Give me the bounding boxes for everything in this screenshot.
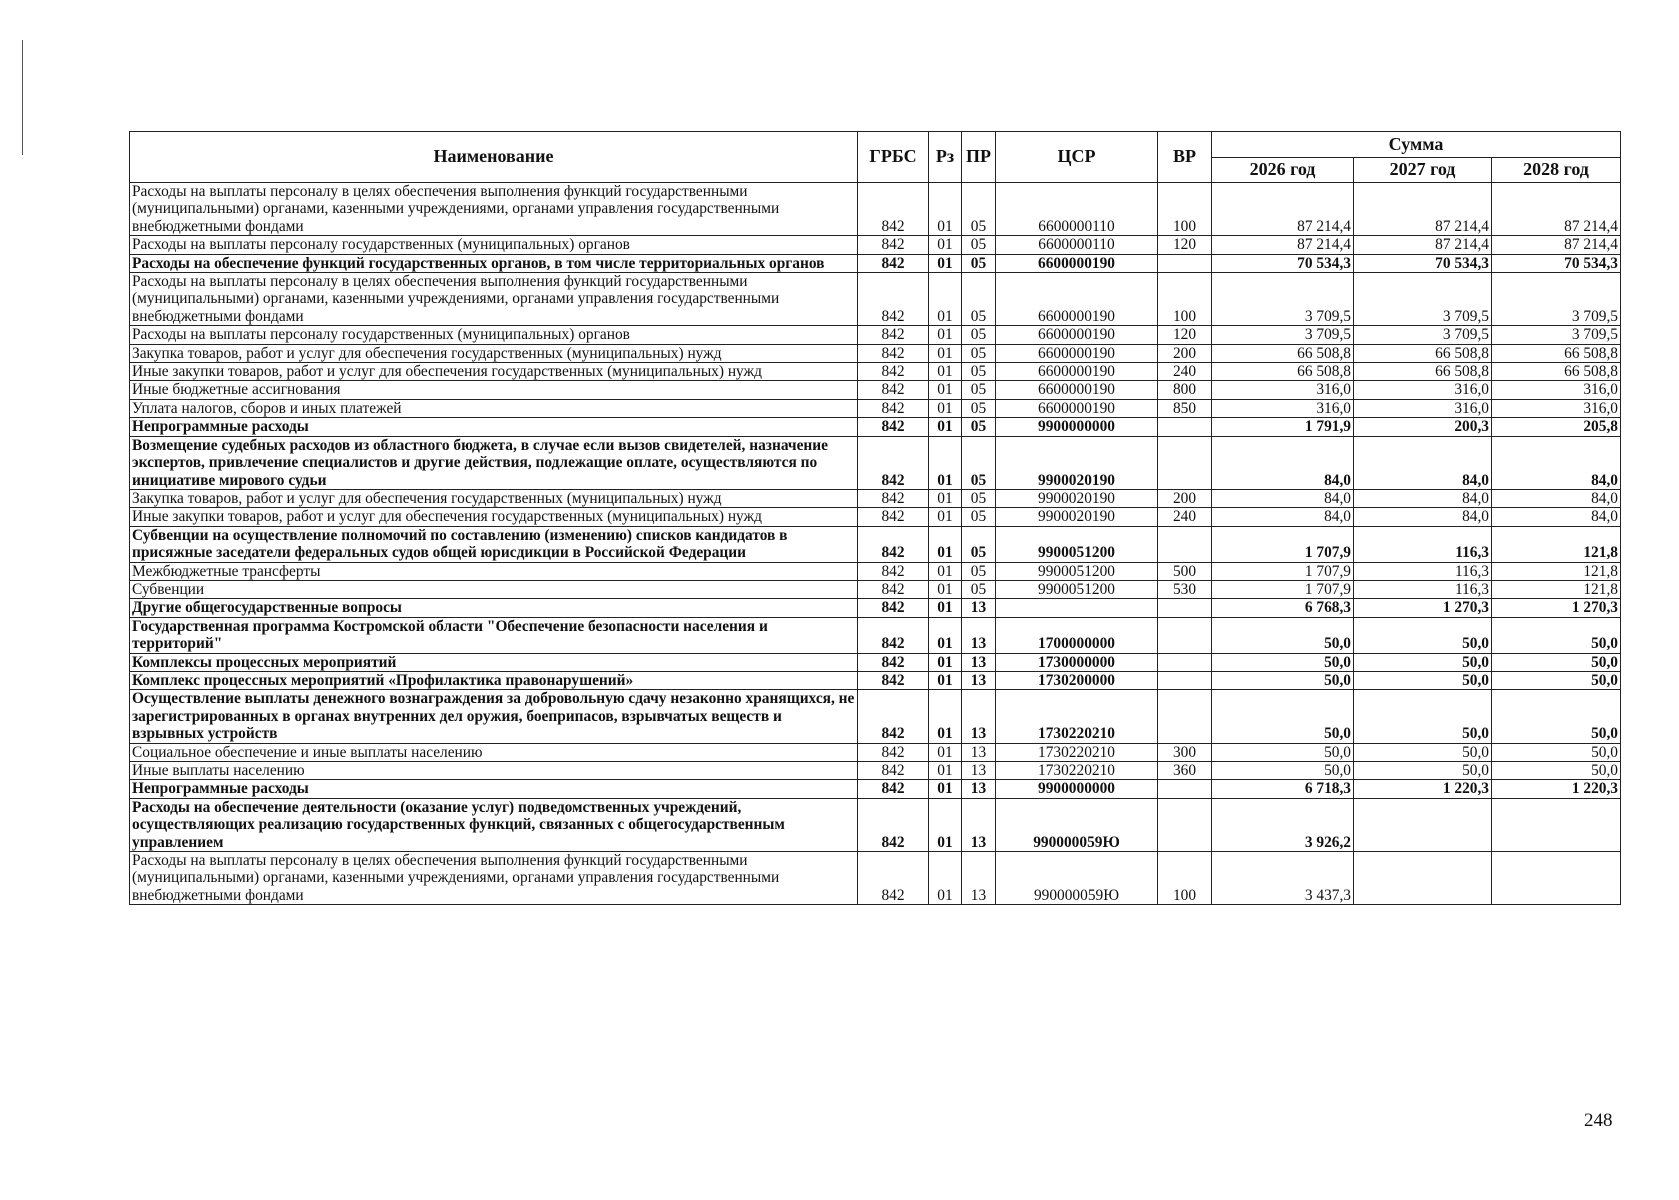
cell-2028: 316,0 <box>1492 399 1621 417</box>
table-row <box>130 780 1621 798</box>
table-row <box>130 418 1621 436</box>
cell-2028: 50,0 <box>1492 743 1621 761</box>
cell-2027: 87 214,4 <box>1354 183 1492 236</box>
cell-rz: 01 <box>929 798 962 851</box>
budget-table <box>129 131 1621 905</box>
cell-name: Непрограммные расходы <box>130 418 858 436</box>
table-row <box>130 690 1621 743</box>
cell-vr: 120 <box>1158 236 1212 254</box>
cell-2028: 70 534,3 <box>1492 254 1621 272</box>
table-row <box>130 599 1621 617</box>
cell-2028: 84,0 <box>1492 489 1621 507</box>
cell-2028: 121,8 <box>1492 526 1621 562</box>
cell-2027: 50,0 <box>1354 743 1492 761</box>
cell-2028: 66 508,8 <box>1492 344 1621 362</box>
cell-csr: 1730220210 <box>996 690 1158 743</box>
cell-rz: 01 <box>929 399 962 417</box>
header-2028: 2028 год <box>1492 158 1621 183</box>
cell-2026: 50,0 <box>1212 762 1354 780</box>
cell-pr: 05 <box>962 418 996 436</box>
cell-pr: 13 <box>962 690 996 743</box>
table-row <box>130 489 1621 507</box>
cell-grbs: 842 <box>858 526 929 562</box>
cell-grbs: 842 <box>858 418 929 436</box>
cell-name: Социальное обеспечение и иные выплаты населению <box>130 743 858 761</box>
cell-pr: 13 <box>962 743 996 761</box>
cell-2026: 316,0 <box>1212 381 1354 399</box>
cell-pr: 05 <box>962 562 996 580</box>
cell-2028: 66 508,8 <box>1492 363 1621 381</box>
cell-csr: 9900020190 <box>996 489 1158 507</box>
cell-grbs: 842 <box>858 436 929 489</box>
cell-pr: 05 <box>962 399 996 417</box>
cell-grbs: 842 <box>858 617 929 653</box>
cell-2027: 84,0 <box>1354 489 1492 507</box>
cell-grbs: 842 <box>858 183 929 236</box>
cell-2027: 1 220,3 <box>1354 780 1492 798</box>
cell-2028: 316,0 <box>1492 381 1621 399</box>
table-row <box>130 653 1621 671</box>
table-row <box>130 236 1621 254</box>
cell-2028: 87 214,4 <box>1492 183 1621 236</box>
table-row <box>130 381 1621 399</box>
cell-csr: 990000059Ю <box>996 852 1158 905</box>
table-row <box>130 344 1621 362</box>
header-rz: Рз <box>929 132 962 183</box>
cell-csr: 6600000190 <box>996 326 1158 344</box>
cell-grbs: 842 <box>858 326 929 344</box>
cell-name: Расходы на выплаты персоналу в целях обеспечения выполнения функций государственными (муниципальными) органами, казенными учреждениями, органами управления государственными внебюджетными фондами <box>130 852 858 905</box>
cell-rz: 01 <box>929 418 962 436</box>
cell-2028: 50,0 <box>1492 653 1621 671</box>
cell-pr: 05 <box>962 326 996 344</box>
cell-pr: 05 <box>962 183 996 236</box>
cell-vr: 530 <box>1158 580 1212 598</box>
cell-2028: 84,0 <box>1492 436 1621 489</box>
table-row <box>130 508 1621 526</box>
cell-rz: 01 <box>929 653 962 671</box>
cell-pr: 05 <box>962 526 996 562</box>
cell-csr: 9900051200 <box>996 580 1158 598</box>
cell-2027: 116,3 <box>1354 562 1492 580</box>
cell-csr: 9900020190 <box>996 436 1158 489</box>
cell-grbs: 842 <box>858 254 929 272</box>
cell-grbs: 842 <box>858 363 929 381</box>
cell-2028: 87 214,4 <box>1492 236 1621 254</box>
cell-vr <box>1158 617 1212 653</box>
page-number: 248 <box>1584 1110 1613 1131</box>
cell-pr: 13 <box>962 599 996 617</box>
cell-vr <box>1158 418 1212 436</box>
cell-name: Уплата налогов, сборов и иных платежей <box>130 399 858 417</box>
cell-pr: 05 <box>962 273 996 326</box>
table-row <box>130 762 1621 780</box>
cell-2026: 3 437,3 <box>1212 852 1354 905</box>
cell-2027: 316,0 <box>1354 399 1492 417</box>
cell-2027: 84,0 <box>1354 436 1492 489</box>
table-row <box>130 399 1621 417</box>
cell-vr <box>1158 254 1212 272</box>
table-row <box>130 436 1621 489</box>
cell-grbs: 842 <box>858 381 929 399</box>
cell-rz: 01 <box>929 273 962 326</box>
cell-name: Закупка товаров, работ и услуг для обеспечения государственных (муниципальных) нужд <box>130 344 858 362</box>
table-row <box>130 798 1621 851</box>
cell-grbs: 842 <box>858 562 929 580</box>
cell-vr: 240 <box>1158 508 1212 526</box>
cell-name: Непрограммные расходы <box>130 780 858 798</box>
cell-csr: 6600000110 <box>996 236 1158 254</box>
cell-2026: 87 214,4 <box>1212 183 1354 236</box>
cell-grbs: 842 <box>858 653 929 671</box>
table-row <box>130 743 1621 761</box>
cell-2028 <box>1492 798 1621 851</box>
cell-2027: 116,3 <box>1354 580 1492 598</box>
header-pr: ПР <box>962 132 996 183</box>
header-2027: 2027 год <box>1354 158 1492 183</box>
cell-grbs: 842 <box>858 399 929 417</box>
cell-vr <box>1158 690 1212 743</box>
header-grbs: ГРБС <box>858 132 929 183</box>
cell-2027: 84,0 <box>1354 508 1492 526</box>
cell-csr <box>996 599 1158 617</box>
cell-pr: 05 <box>962 381 996 399</box>
cell-2028: 50,0 <box>1492 762 1621 780</box>
cell-name: Иные выплаты населению <box>130 762 858 780</box>
cell-vr: 360 <box>1158 762 1212 780</box>
cell-grbs: 842 <box>858 344 929 362</box>
table-row <box>130 254 1621 272</box>
cell-rz: 01 <box>929 852 962 905</box>
table-row <box>130 852 1621 905</box>
cell-name: Иные бюджетные ассигнования <box>130 381 858 399</box>
cell-name: Субвенции <box>130 580 858 598</box>
cell-2026: 84,0 <box>1212 508 1354 526</box>
cell-2028: 50,0 <box>1492 617 1621 653</box>
cell-grbs: 842 <box>858 236 929 254</box>
cell-2026: 3 926,2 <box>1212 798 1354 851</box>
cell-2026: 1 707,9 <box>1212 580 1354 598</box>
cell-grbs: 842 <box>858 762 929 780</box>
cell-2026: 70 534,3 <box>1212 254 1354 272</box>
cell-rz: 01 <box>929 508 962 526</box>
cell-2028: 121,8 <box>1492 562 1621 580</box>
cell-name: Расходы на выплаты персоналу в целях обеспечения выполнения функций государственными (муниципальными) органами, казенными учреждениями, органами управления государственными внебюджетными фондами <box>130 273 858 326</box>
cell-pr: 13 <box>962 780 996 798</box>
cell-grbs: 842 <box>858 690 929 743</box>
table-row <box>130 580 1621 598</box>
cell-name: Расходы на обеспечение функций государственных органов, в том числе территориальных органов <box>130 254 858 272</box>
cell-grbs: 842 <box>858 743 929 761</box>
cell-vr <box>1158 526 1212 562</box>
cell-name: Другие общегосударственные вопросы <box>130 599 858 617</box>
cell-vr: 100 <box>1158 852 1212 905</box>
cell-csr: 9900000000 <box>996 418 1158 436</box>
header-row <box>130 132 1621 158</box>
table-row <box>130 526 1621 562</box>
cell-csr: 1730220210 <box>996 743 1158 761</box>
cell-vr <box>1158 671 1212 689</box>
cell-2027: 66 508,8 <box>1354 344 1492 362</box>
header-vr: ВР <box>1158 132 1212 183</box>
table-row <box>130 671 1621 689</box>
cell-csr: 1730000000 <box>996 653 1158 671</box>
cell-2026: 1 707,9 <box>1212 526 1354 562</box>
cell-grbs: 842 <box>858 489 929 507</box>
cell-pr: 05 <box>962 436 996 489</box>
cell-pr: 13 <box>962 798 996 851</box>
cell-name: Осуществление выплаты денежного вознаграждения за добровольную сдачу незаконно хранящихся, не зарегистрированных в органах внутренних дел оружия, боеприпасов, взрывчатых веществ и взрывных устройств <box>130 690 858 743</box>
cell-2026: 3 709,5 <box>1212 326 1354 344</box>
cell-rz: 01 <box>929 183 962 236</box>
cell-2028: 84,0 <box>1492 508 1621 526</box>
cell-2027: 50,0 <box>1354 617 1492 653</box>
cell-2027: 316,0 <box>1354 381 1492 399</box>
cell-name: Межбюджетные трансферты <box>130 562 858 580</box>
cell-pr: 05 <box>962 344 996 362</box>
cell-rz: 01 <box>929 436 962 489</box>
cell-2027: 3 709,5 <box>1354 273 1492 326</box>
cell-pr: 13 <box>962 617 996 653</box>
cell-vr <box>1158 599 1212 617</box>
cell-name: Расходы на выплаты персоналу государственных (муниципальных) органов <box>130 236 858 254</box>
cell-2026: 3 709,5 <box>1212 273 1354 326</box>
cell-pr: 05 <box>962 363 996 381</box>
cell-pr: 05 <box>962 254 996 272</box>
cell-vr <box>1158 436 1212 489</box>
cell-2027: 70 534,3 <box>1354 254 1492 272</box>
cell-2026: 316,0 <box>1212 399 1354 417</box>
cell-2028: 121,8 <box>1492 580 1621 598</box>
cell-csr: 6600000110 <box>996 183 1158 236</box>
cell-2027: 3 709,5 <box>1354 326 1492 344</box>
cell-2027 <box>1354 798 1492 851</box>
cell-pr: 13 <box>962 762 996 780</box>
cell-pr: 13 <box>962 653 996 671</box>
cell-grbs: 842 <box>858 599 929 617</box>
table-row <box>130 562 1621 580</box>
cell-name: Комплекс процессных мероприятий «Профилактика правонарушений» <box>130 671 858 689</box>
cell-rz: 01 <box>929 254 962 272</box>
cell-2026: 66 508,8 <box>1212 363 1354 381</box>
cell-pr: 05 <box>962 236 996 254</box>
cell-pr: 13 <box>962 671 996 689</box>
cell-vr <box>1158 798 1212 851</box>
cell-2028: 50,0 <box>1492 671 1621 689</box>
cell-csr: 1730220210 <box>996 762 1158 780</box>
cell-rz: 01 <box>929 236 962 254</box>
cell-2026: 1 791,9 <box>1212 418 1354 436</box>
cell-grbs: 842 <box>858 852 929 905</box>
cell-name: Закупка товаров, работ и услуг для обеспечения государственных (муниципальных) нужд <box>130 489 858 507</box>
cell-csr: 9900051200 <box>996 526 1158 562</box>
cell-rz: 01 <box>929 363 962 381</box>
cell-grbs: 842 <box>858 780 929 798</box>
header-name: Наименование <box>130 132 858 183</box>
cell-rz: 01 <box>929 344 962 362</box>
cell-rz: 01 <box>929 489 962 507</box>
cell-csr: 9900000000 <box>996 780 1158 798</box>
cell-name: Иные закупки товаров, работ и услуг для обеспечения государственных (муниципальных) нужд <box>130 363 858 381</box>
cell-pr: 05 <box>962 508 996 526</box>
cell-csr: 6600000190 <box>996 399 1158 417</box>
cell-2026: 84,0 <box>1212 489 1354 507</box>
cell-2028: 3 709,5 <box>1492 273 1621 326</box>
cell-vr: 120 <box>1158 326 1212 344</box>
cell-2028: 50,0 <box>1492 690 1621 743</box>
cell-2026: 50,0 <box>1212 743 1354 761</box>
cell-grbs: 842 <box>858 273 929 326</box>
cell-vr: 100 <box>1158 183 1212 236</box>
cell-csr: 6600000190 <box>996 273 1158 326</box>
cell-vr: 200 <box>1158 344 1212 362</box>
margin-line <box>22 40 23 155</box>
cell-rz: 01 <box>929 562 962 580</box>
cell-2026: 50,0 <box>1212 653 1354 671</box>
cell-2028: 1 270,3 <box>1492 599 1621 617</box>
cell-rz: 01 <box>929 690 962 743</box>
cell-vr <box>1158 780 1212 798</box>
cell-name: Расходы на выплаты персоналу государственных (муниципальных) органов <box>130 326 858 344</box>
cell-rz: 01 <box>929 526 962 562</box>
cell-csr: 9900020190 <box>996 508 1158 526</box>
cell-rz: 01 <box>929 671 962 689</box>
cell-name: Иные закупки товаров, работ и услуг для обеспечения государственных (муниципальных) нужд <box>130 508 858 526</box>
cell-rz: 01 <box>929 599 962 617</box>
cell-vr: 800 <box>1158 381 1212 399</box>
cell-2026: 1 707,9 <box>1212 562 1354 580</box>
cell-grbs: 842 <box>858 580 929 598</box>
cell-rz: 01 <box>929 580 962 598</box>
cell-name: Комплексы процессных мероприятий <box>130 653 858 671</box>
cell-rz: 01 <box>929 326 962 344</box>
table-row <box>130 617 1621 653</box>
cell-2027: 50,0 <box>1354 762 1492 780</box>
table-body <box>130 183 1621 905</box>
cell-csr: 9900051200 <box>996 562 1158 580</box>
cell-rz: 01 <box>929 762 962 780</box>
table-row <box>130 273 1621 326</box>
cell-pr: 13 <box>962 852 996 905</box>
cell-grbs: 842 <box>858 798 929 851</box>
cell-2027: 50,0 <box>1354 690 1492 743</box>
cell-pr: 05 <box>962 580 996 598</box>
cell-vr: 300 <box>1158 743 1212 761</box>
header-csr: ЦСР <box>996 132 1158 183</box>
cell-2027: 50,0 <box>1354 671 1492 689</box>
cell-rz: 01 <box>929 780 962 798</box>
cell-rz: 01 <box>929 381 962 399</box>
cell-2027: 87 214,4 <box>1354 236 1492 254</box>
cell-2027: 50,0 <box>1354 653 1492 671</box>
cell-2026: 87 214,4 <box>1212 236 1354 254</box>
cell-grbs: 842 <box>858 671 929 689</box>
cell-name: Возмещение судебных расходов из областного бюджета, в случае если вызов свидетелей, назначение экспертов, привлечение специалистов и другие действия, подлежащие оплате, осуществляются по инициативе мирового судьи <box>130 436 858 489</box>
header-2026: 2026 год <box>1212 158 1354 183</box>
cell-vr: 850 <box>1158 399 1212 417</box>
cell-2026: 84,0 <box>1212 436 1354 489</box>
cell-csr: 6600000190 <box>996 381 1158 399</box>
cell-csr: 6600000190 <box>996 254 1158 272</box>
cell-2028: 1 220,3 <box>1492 780 1621 798</box>
header-sum: Сумма <box>1212 132 1621 158</box>
cell-name: Расходы на обеспечение деятельности (оказание услуг) подведомственных учреждений, осуществляющих реализацию государственных функций, связанных с общегосударственным управлением <box>130 798 858 851</box>
cell-csr: 1730200000 <box>996 671 1158 689</box>
cell-2027: 66 508,8 <box>1354 363 1492 381</box>
cell-grbs: 842 <box>858 508 929 526</box>
cell-csr: 1700000000 <box>996 617 1158 653</box>
cell-name: Расходы на выплаты персоналу в целях обеспечения выполнения функций государственными (муниципальными) органами, казенными учреждениями, органами управления государственными внебюджетными фондами <box>130 183 858 236</box>
cell-name: Государственная программа Костромской области "Обеспечение безопасности населения и территорий" <box>130 617 858 653</box>
cell-2028: 205,8 <box>1492 418 1621 436</box>
cell-vr: 100 <box>1158 273 1212 326</box>
cell-2026: 6 768,3 <box>1212 599 1354 617</box>
cell-2027: 200,3 <box>1354 418 1492 436</box>
cell-2028 <box>1492 852 1621 905</box>
cell-2026: 50,0 <box>1212 690 1354 743</box>
cell-name: Субвенции на осуществление полномочий по составлению (изменению) списков кандидатов в присяжные заседатели федеральных судов общей юрисдикции в Российской Федерации <box>130 526 858 562</box>
cell-2027: 1 270,3 <box>1354 599 1492 617</box>
cell-csr: 6600000190 <box>996 363 1158 381</box>
table-row <box>130 183 1621 236</box>
cell-csr: 990000059Ю <box>996 798 1158 851</box>
cell-2027: 116,3 <box>1354 526 1492 562</box>
table-row <box>130 326 1621 344</box>
cell-csr: 6600000190 <box>996 344 1158 362</box>
cell-2026: 50,0 <box>1212 617 1354 653</box>
cell-rz: 01 <box>929 617 962 653</box>
cell-vr <box>1158 653 1212 671</box>
cell-2028: 3 709,5 <box>1492 326 1621 344</box>
cell-2026: 50,0 <box>1212 671 1354 689</box>
cell-2026: 66 508,8 <box>1212 344 1354 362</box>
cell-vr: 200 <box>1158 489 1212 507</box>
cell-vr: 240 <box>1158 363 1212 381</box>
cell-2027 <box>1354 852 1492 905</box>
cell-vr: 500 <box>1158 562 1212 580</box>
cell-pr: 05 <box>962 489 996 507</box>
cell-2026: 6 718,3 <box>1212 780 1354 798</box>
table-row <box>130 363 1621 381</box>
cell-rz: 01 <box>929 743 962 761</box>
